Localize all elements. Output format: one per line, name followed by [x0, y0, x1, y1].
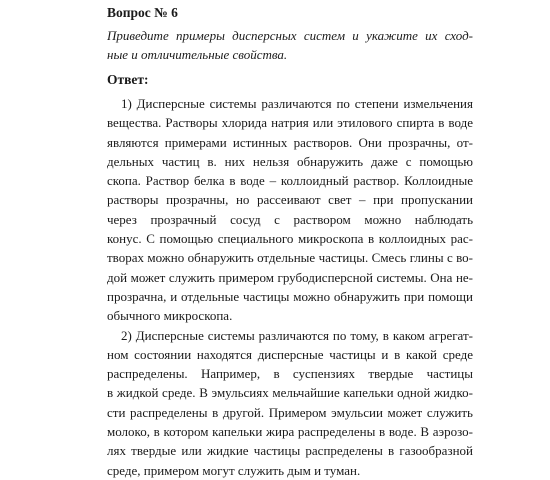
text-line: молоко, в котором капельки жира распределены в воде. В аэрозо-: [107, 424, 473, 440]
text-line: лях твердые или жидкие частицы распределены в газообразной: [107, 443, 473, 459]
question-heading: Вопрос № 6: [107, 5, 178, 20]
text-line: дельных частиц в. них нельзя обнаружить даже с помощью: [107, 153, 473, 169]
text-line: сти распределены в другой. Примером эмульсии может служить: [107, 404, 473, 420]
question-text: [107, 26, 473, 64]
answer-body: [107, 94, 473, 480]
text-line: распределены. Например, в суспензиях твердые частицы: [107, 366, 473, 382]
question-line: Приведите примеры дисперсных систем и укажите их сход-: [107, 28, 473, 43]
text-line: дой может служить примером грубодисперсной системы. Она не-: [107, 269, 473, 285]
text-line: скопа. Раствор белка в воде – коллоидный раствор. Коллоидные: [107, 173, 473, 189]
text-line: ном состоянии находятся дисперсные частицы и в какой среде: [107, 346, 473, 362]
text-line: являются примерами истинных растворов. Они прозрачны, от-: [107, 134, 473, 150]
text-line: в жидкой среде. В эмульсиях мельчайшие капельки одной жидко-: [107, 385, 473, 401]
answer-paragraph-1: [107, 94, 473, 326]
question-line: ные и отличительные свойства.: [107, 47, 288, 62]
text-line: среде, примером могут служить дым и туман.: [107, 462, 361, 478]
text-line: прозрачна, и отдельные частицы можно обнаружить при помощи: [107, 288, 473, 304]
text-line: растворы прозрачны, но рассеивают свет – при пропускании: [107, 192, 473, 208]
text-line: 1) Дисперсные системы различаются по степени измельчения: [121, 96, 473, 111]
text-line: конус. С помощью специального микроскопа в коллоидных рас-: [107, 231, 473, 247]
text-line: обычного микроскопа.: [107, 308, 233, 324]
answer-paragraph-2: [107, 326, 473, 480]
text-line: 2) Дисперсные системы различаются по тому, в каком агрегат-: [121, 327, 473, 343]
text-line: творах можно обнаружить отдельные частицы. Смесь глины с во-: [107, 250, 473, 266]
text-line: вещества. Растворы хлорида натрия или этилового спирта в воде: [107, 115, 473, 131]
answer-label: Ответ:: [107, 72, 149, 87]
text-line: через прозрачный сосуд с раствором можно наблюдать: [107, 211, 473, 227]
